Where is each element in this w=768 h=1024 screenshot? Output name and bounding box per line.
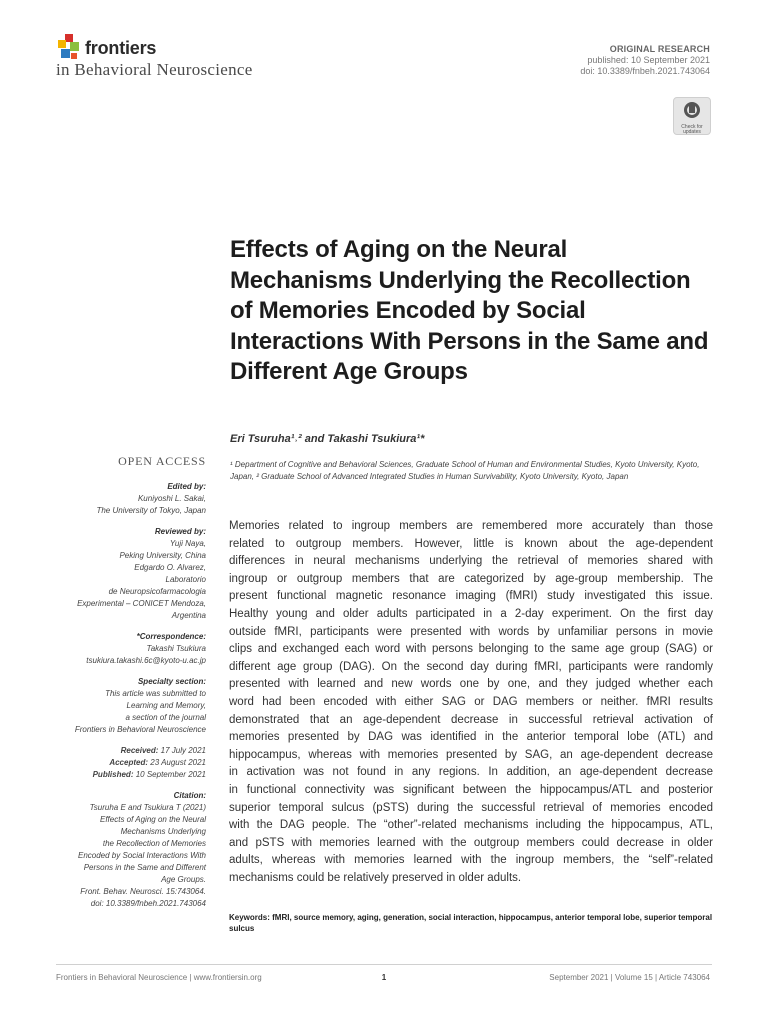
specialty-line: Frontiers in Behavioral Neuroscience xyxy=(74,725,206,734)
citation-label: Citation: xyxy=(173,791,206,800)
reviewed-by-section xyxy=(56,526,206,622)
journal-name: in Behavioral Neuroscience xyxy=(56,60,253,79)
article-type: ORIGINAL RESEARCH xyxy=(609,44,710,54)
journal-logo[interactable] xyxy=(56,34,326,82)
abstract-line: demonstrated that an age-dependent decrease in successful retrieval activation of xyxy=(229,713,713,726)
abstract-line: clips and exchanged each word with persons belonging to the same age group (SAG) or xyxy=(229,643,713,656)
published-date: published: 10 September 2021 xyxy=(587,55,710,65)
reviewed-by-label: Reviewed by: xyxy=(154,527,206,536)
brand-name: frontiers xyxy=(85,38,157,58)
footer-divider xyxy=(56,964,712,965)
citation-line: Front. Behav. Neurosci. 15:743064. xyxy=(80,887,206,896)
reviewer-line: Argentina xyxy=(171,611,206,620)
citation-line: Encoded by Social Interactions With xyxy=(78,851,206,860)
reviewer-line: de Neuropsicofarmacologia xyxy=(108,587,206,596)
abstract-line: Memories related to ingroup members are remembered more accurately than those xyxy=(229,520,713,532)
abstract xyxy=(229,518,713,887)
affiliations: ¹ Department of Cognitive and Behavioral Sciences, Graduate School of Human and Environmental Studies, Kyoto University, Kyoto, Japan, ² Graduate School of Advanced Integrated Studies in Human Survivability, Kyoto University, Kyoto, Japan xyxy=(230,460,700,481)
editor-line: The University of Tokyo, Japan xyxy=(96,506,206,515)
reviewer-line: Laboratorio xyxy=(165,575,206,584)
citation-section xyxy=(56,790,206,910)
citation-line: Mechanisms Underlying xyxy=(120,827,206,836)
check-updates-label: Check for updates xyxy=(681,124,703,135)
check-updates-icon xyxy=(683,101,701,119)
check-for-updates-button[interactable] xyxy=(673,97,711,135)
citation-line: Effects of Aging on the Neural xyxy=(100,815,206,824)
footer-journal-link[interactable]: Frontiers in Behavioral Neuroscience | www.frontiersin.org xyxy=(56,973,262,982)
citation-line: Age Groups. xyxy=(161,875,206,884)
reviewer-line: Yuji Naya, xyxy=(169,539,206,548)
article-sidebar xyxy=(56,455,206,919)
abstract-line: ingroup or outgroup members that are categorized by age-group membership. The xyxy=(229,572,713,585)
correspondence-label: *Correspondence: xyxy=(136,632,206,641)
abstract-line: superior temporal sulcus (pSTS) during the successful retrieval of memories encoded xyxy=(229,801,713,814)
abstract-line: in activation was not found in any regions. In addition, an age-dependent decrease xyxy=(229,766,713,779)
abstract-line: different age group (DAG). On the second day during fMRI, participants were randomly xyxy=(229,660,713,673)
citation-line: Tsuruha E and Tsukiura T (2021) xyxy=(89,803,206,812)
reviewer-line: Edgardo O. Alvarez, xyxy=(134,563,206,572)
edited-by-section xyxy=(56,481,206,517)
abstract-line: related to outgroup members. However, little is known about the age-dependent xyxy=(229,537,713,550)
abstract-line: present functional magnetic resonance imaging (fMRI) study investigated this issue. xyxy=(229,590,713,603)
authors: Eri Tsuruha¹˒² and Takashi Tsukiura¹* xyxy=(230,433,425,445)
specialty-line: This article was submitted to xyxy=(105,689,206,698)
correspondence-email-link[interactable]: tsukiura.takashi.6c@kyoto-u.ac.jp xyxy=(86,656,206,665)
abstract-line: word had been encoded with either SAG or DAG members or neither. fMRI results xyxy=(229,695,713,708)
correspondence-name: Takashi Tsukiura xyxy=(146,644,206,653)
edited-by-label: Edited by: xyxy=(167,482,206,491)
reviewer-line: Peking University, China xyxy=(119,551,206,560)
article-meta xyxy=(580,44,710,77)
specialty-section xyxy=(56,676,206,736)
abstract-line: Healthy young and older adults participated in a 2-day experiment. On the first day xyxy=(229,607,713,620)
citation-line: Persons in the Same and Different xyxy=(83,863,206,872)
dates-section xyxy=(56,745,206,781)
received-date: Received: 17 July 2021 xyxy=(120,746,206,755)
editor-line: Kuniyoshi L. Sakai, xyxy=(137,494,206,503)
abstract-line: presented with learned and new words one by one, and they judged whether each xyxy=(229,678,713,691)
specialty-line: a section of the journal xyxy=(125,713,206,722)
frontiers-logo-icon xyxy=(56,34,82,62)
citation-line: the Recollection of Memories xyxy=(102,839,206,848)
abstract-line: hippocampus, whereas with memories presented by SAG, an age-dependent decrease xyxy=(229,748,713,761)
abstract-line: adults, whereas with memories learned with the ingroup members, the “self”-related xyxy=(229,854,713,867)
specialty-label: Specialty section: xyxy=(137,677,206,686)
published-date-sidebar: Published: 10 September 2021 xyxy=(92,770,206,779)
keywords: Keywords: fMRI, source memory, aging, generation, social interaction, hippocampus, anterior temporal lobe, superior temporal sulcus xyxy=(229,913,713,933)
reviewer-line: Experimental – CONICET Mendoza, xyxy=(77,599,206,608)
abstract-line: and pSTS with memories learned with the outgroup members could decrease in older xyxy=(229,836,713,849)
doi-link[interactable]: doi: 10.3389/fnbeh.2021.743064 xyxy=(580,66,710,76)
footer-issue-info: September 2021 | Volume 15 | Article 743064 xyxy=(549,973,710,982)
page-number: 1 xyxy=(381,973,387,982)
abstract-line: differences in neural mechanisms underlying the retrieval of memories shared with xyxy=(229,555,713,568)
open-access-label: OPEN ACCESS xyxy=(118,454,206,468)
specialty-line: Learning and Memory, xyxy=(126,701,206,710)
abstract-line: memories presented by DAG was identified in the anterior temporal lobe (ATL) and xyxy=(229,731,713,744)
correspondence-section xyxy=(56,631,206,667)
article-title: Effects of Aging on the Neural Mechanisms Underlying the Recollection of Memories Encoded by Social Interactions With Persons in the Same and Different Age Groups xyxy=(230,236,709,385)
abstract-line: outside fMRI, participants were presented with words by unfamiliar persons in movie xyxy=(229,625,713,638)
citation-doi-link[interactable]: doi: 10.3389/fnbeh.2021.743064 xyxy=(90,899,206,908)
accepted-date: Accepted: 23 August 2021 xyxy=(109,758,206,767)
abstract-line: with the DAG people. The “other”-related mechanisms including the hippocampus, ATL, xyxy=(229,819,713,832)
abstract-line: mechanisms could be relatively preserved in older adults. xyxy=(229,871,522,884)
abstract-line: in functional connectivity was significant between the hippocampus/ATL and posterior xyxy=(229,783,713,796)
